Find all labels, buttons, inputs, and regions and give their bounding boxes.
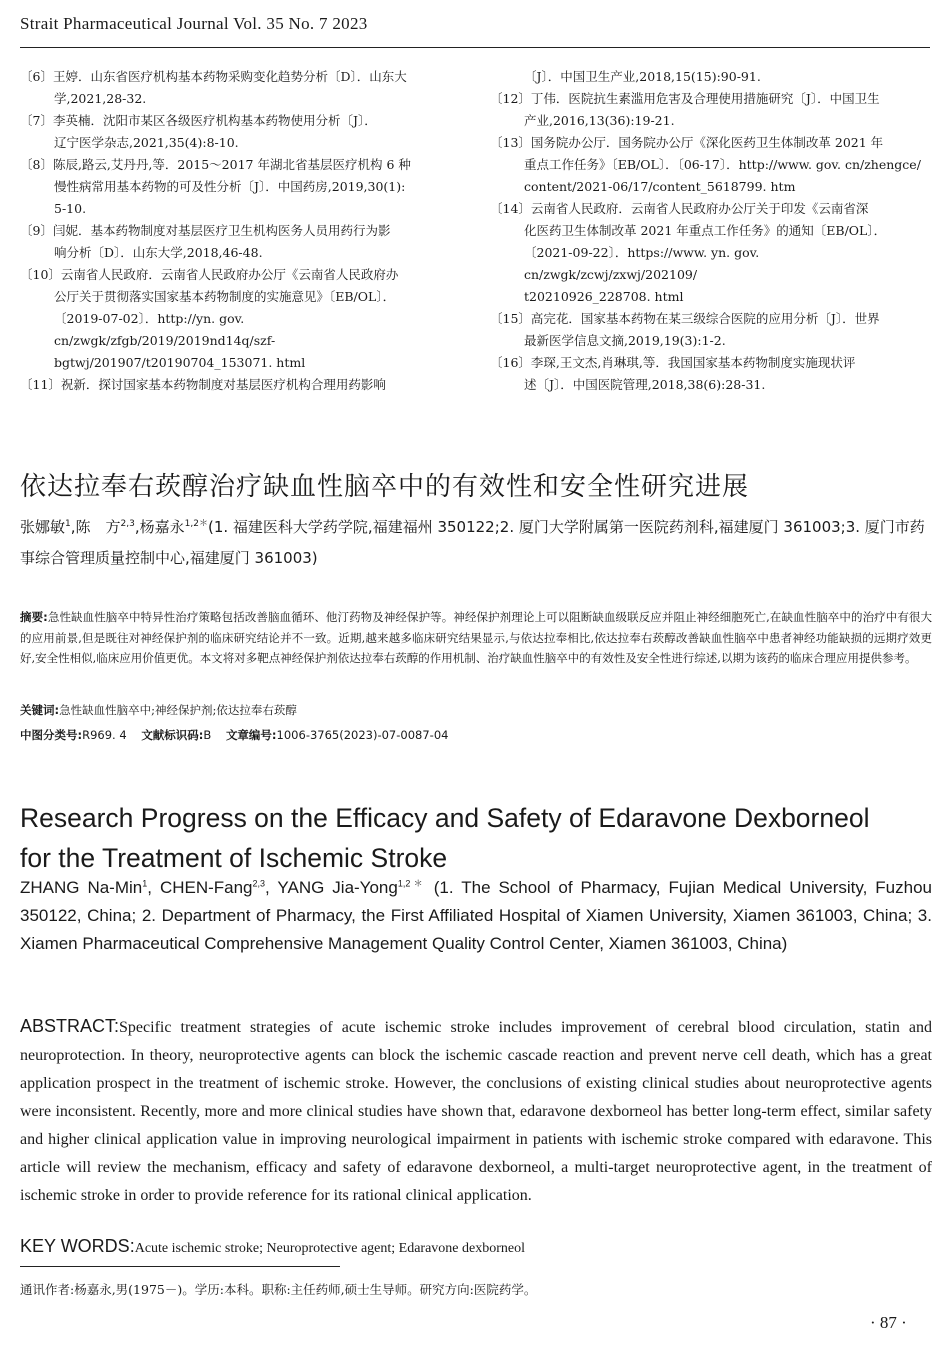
reference-line: 〔10〕云南省人民政府．云南省人民政府办公厅《云南省人民政府办 [20, 267, 399, 282]
clc-value: R969. 4 [82, 728, 127, 742]
en-abstract-text: Specific treatment strategies of acute ischemic stroke includes improvement of cerebral blood circulation, statin and neuroprotection. In theory, neuroprotective agents can block the ischemic cascade reaction and prevent nerve cell death, which has a great application prospect in the treatment of ischemic stroke. However, the conclusions of existing clinical studies about neuroprotective agents were inconsistent. Recently, more and more clinical studies have shown that, edaravone dexborneol has better long-term effect, similar safety and higher clinical application value in improving neurological impairment in patients with ischemic stroke compared with edaravone. This article will review the mechanism, efficacy and safety of edaravone dexborneol, a multi-target neuroprotective agent, in the treatment of ischemic stroke in order to provide reference for its rational clinical application. [20, 1019, 932, 1204]
reference-line: 〔6〕王婷．山东省医疗机构基本药物采购变化趋势分析〔D〕．山东大 [20, 69, 407, 84]
cn-author-sep-2: , [134, 518, 140, 536]
reference-line: 化医药卫生体制改革 2021 年重点工作任务》的通知〔EB/OL〕． [524, 223, 887, 238]
cn-keywords-text: 急性缺血性脑卒中;神经保护剂;依达拉奉右莰醇 [59, 703, 297, 717]
en-keywords-label: KEY WORDS: [20, 1236, 135, 1256]
english-abstract [20, 1012, 932, 1210]
reference-line: 公厅关于贯彻落实国家基本药物制度的实施意见》〔EB/OL〕． [54, 289, 396, 304]
cn-affiliations: (1. 福建医科大学药学院,福建福州 350122;2. 厦门大学附属第一医院药剂科,福建厦门 361003;3. 厦门市药事综合管理质量控制中心,福建厦门 361003) [20, 518, 925, 567]
reference-line: 产业,2016,13(36):19-21. [524, 113, 675, 128]
cn-author-1: 张娜敏 [20, 518, 66, 536]
corresponding-author-footnote: 通讯作者:杨嘉永,男(1975－)。学历:本科。职称:主任药师,硕士生导师。研究方向:医院药学。 [20, 1282, 537, 1297]
en-keywords-text: Acute ischemic stroke; Neuroprotective agent; Edaravone dexborneol [134, 1241, 525, 1256]
reference-line: 〔14〕云南省人民政府．云南省人民政府办公厅关于印发《云南省深 [490, 201, 869, 216]
reference-line: 响分析〔D〕．山东大学,2018,46-48. [54, 245, 263, 260]
reference-line: 〔7〕李英楠．沈阳市某区各级医疗机构基本药物使用分析〔J〕． [20, 113, 377, 128]
reference-line: 重点工作任务》〔EB/OL〕．〔06-17〕．http://www. gov. cn/zhengce/ [524, 157, 921, 172]
cn-author-2-sup: 2,3 [120, 519, 135, 529]
reference-line: 〔13〕国务院办公厅．国务院办公厅《深化医药卫生体制改革 2021 年 [490, 135, 884, 150]
reference-line: 〔9〕闫妮．基本药物制度对基层医疗卫生机构医务人员用药行为影 [20, 223, 391, 238]
reference-line: t20210926_228708. html [524, 289, 684, 304]
cn-author-2: 陈 方 [75, 518, 121, 536]
en-author-3: YANG Jia-Yong [277, 878, 398, 897]
english-title-line-1: Research Progress on the Efficacy and Safety of Edaravone Dexborneol [20, 803, 870, 833]
reference-line: 5-10. [54, 201, 87, 216]
reference-line: content/2021-06/17/content_5618799. htm [524, 179, 796, 194]
reference-line: 述〔J〕．中国医院管理,2018,38(6):28-31. [524, 377, 766, 392]
reference-line: 〔12〕丁伟．医院抗生素滥用危害及合理使用措施研究〔J〕．中国卫生 [490, 91, 880, 106]
chinese-title: 依达拉奉右莰醇治疗缺血性脑卒中的有效性和安全性研究进展 [20, 472, 750, 502]
doccode-label: 文献标识码: [141, 728, 204, 742]
cn-author-3: 杨嘉永 [139, 518, 185, 536]
english-title [20, 798, 940, 878]
en-author-1: ZHANG Na-Min [20, 878, 143, 897]
cn-abstract-text: 急性缺血性脑卒中特异性治疗策略包括改善脑血循环、他汀药物及神经保护等。神经保护剂理论上可以阻断缺血级联反应并阻止神经细胞死亡,在缺血性脑卒中的治疗中有很大的应用前景,但是既往对神经保护剂的临床研究结论并不一致。近期,越来越多临床研究结果显示,与依达拉奉相比,依达拉奉右莰醇改善缺血性脑卒中患者神经功能缺损的远期疗效更好,安全性相似,临床应用价值更优。本文将对多靶点神经保护剂依达拉奉右莰醇的作用机制、治疗缺血性脑卒中的有效性及安全性进行综述,以期为该药的临床合理应用提供参考。 [20, 610, 932, 665]
en-author-2-sup: 2,3 [252, 878, 266, 889]
reference-line: 最新医学信息文摘,2019,19(3):1-2. [524, 333, 726, 348]
chinese-keywords [20, 702, 297, 718]
chinese-authors [20, 512, 932, 574]
footnote-rule [20, 1266, 340, 1267]
journal-header: Strait Pharmaceutical Journal Vol. 35 No. 7 2023 [20, 14, 368, 33]
doccode-value: B [203, 728, 212, 742]
reference-line: 慢性病常用基本药物的可及性分析〔J〕．中国药房,2019,30(1): [54, 179, 406, 194]
en-author-2: CHEN-Fang [159, 878, 253, 897]
english-title-line-2: for the Treatment of Ischemic Stroke [20, 843, 448, 873]
en-abstract-label: ABSTRACT: [20, 1016, 120, 1036]
reference-line: 〔16〕李琛,王文杰,肖琳琪,等．我国国家基本药物制度实施现状评 [490, 355, 856, 370]
en-author-3-sup: 1,2＊ [397, 878, 426, 889]
cn-author-1-sup: 1 [65, 519, 71, 529]
references-right-column [490, 66, 930, 396]
chinese-abstract [20, 607, 932, 669]
english-authors: ZHANG Na-Min$^1$, CHEN-Fang$^{2,3}$, YANG Jia-Yong$^{1,2*}$ (1. The School of Pharmacy, Fujian Medical University, Fuzhou 350122, China; 2. Department of Pharmacy, the First Affiliated Hospital of Xiamen University, Xiamen 361003, China; 3. Xiamen Pharmaceutical Comprehensive Management Quality Control Center, Xiamen 361003, China) [20, 878, 932, 953]
article-value: 1006-3765(2023)-07-0087-04 [276, 728, 449, 742]
cn-keywords-label: 关键词: [20, 703, 60, 717]
reference-line: 学,2021,28-32. [54, 91, 147, 106]
reference-line: 〔2021-09-22〕．https://www. yn. gov. cn/zwgk/zcwj/zxwj/202109/ [524, 245, 760, 282]
page-number: · 87 · [870, 1313, 907, 1332]
en-author-1-sup: 1 [142, 878, 148, 889]
english-keywords [20, 1236, 525, 1257]
reference-line: 辽宁医学杂志,2021,35(4):8-10. [54, 135, 239, 150]
cn-author-3-sup: 1,2＊ [184, 519, 208, 529]
cn-author-sep-1: , [70, 518, 76, 536]
reference-line: 〔15〕高完花．国家基本药物在某三级综合医院的应用分析〔J〕．世界 [490, 311, 880, 326]
reference-line: 〔8〕陈辰,路云,艾丹丹,等．2015～2017 年湖北省基层医疗机构 6 种 [20, 157, 411, 172]
en-affiliations: (1. The School of Pharmacy, Fujian Medical University, Fuzhou 350122, China; 2. Department of Pharmacy, the First Affiliated Hospital of Xiamen University, Xiamen 361003, China; 3. Xiamen Pharmaceutical Comprehensive Management Quality Control Center, Xiamen 361003, China) [20, 878, 932, 953]
classification-line [20, 727, 448, 743]
cn-abstract-label: 摘要: [20, 610, 48, 624]
reference-line: 〔2019-07-02〕．http://yn. gov. cn/zwgk/zfgb/2019/2019nd14q/szf- [54, 311, 276, 348]
clc-label: 中图分类号: [20, 728, 83, 742]
reference-line: bgtwj/201907/t20190704_153071. html [54, 355, 306, 370]
article-label: 文章编号: [225, 728, 277, 742]
header-rule [20, 47, 930, 48]
reference-line: 〔J〕．中国卫生产业,2018,15(15):90-91. [524, 69, 761, 84]
references-left-column [20, 66, 460, 396]
reference-line: 〔11〕祝新．探讨国家基本药物制度对基层医疗机构合理用药影响 [20, 377, 386, 392]
